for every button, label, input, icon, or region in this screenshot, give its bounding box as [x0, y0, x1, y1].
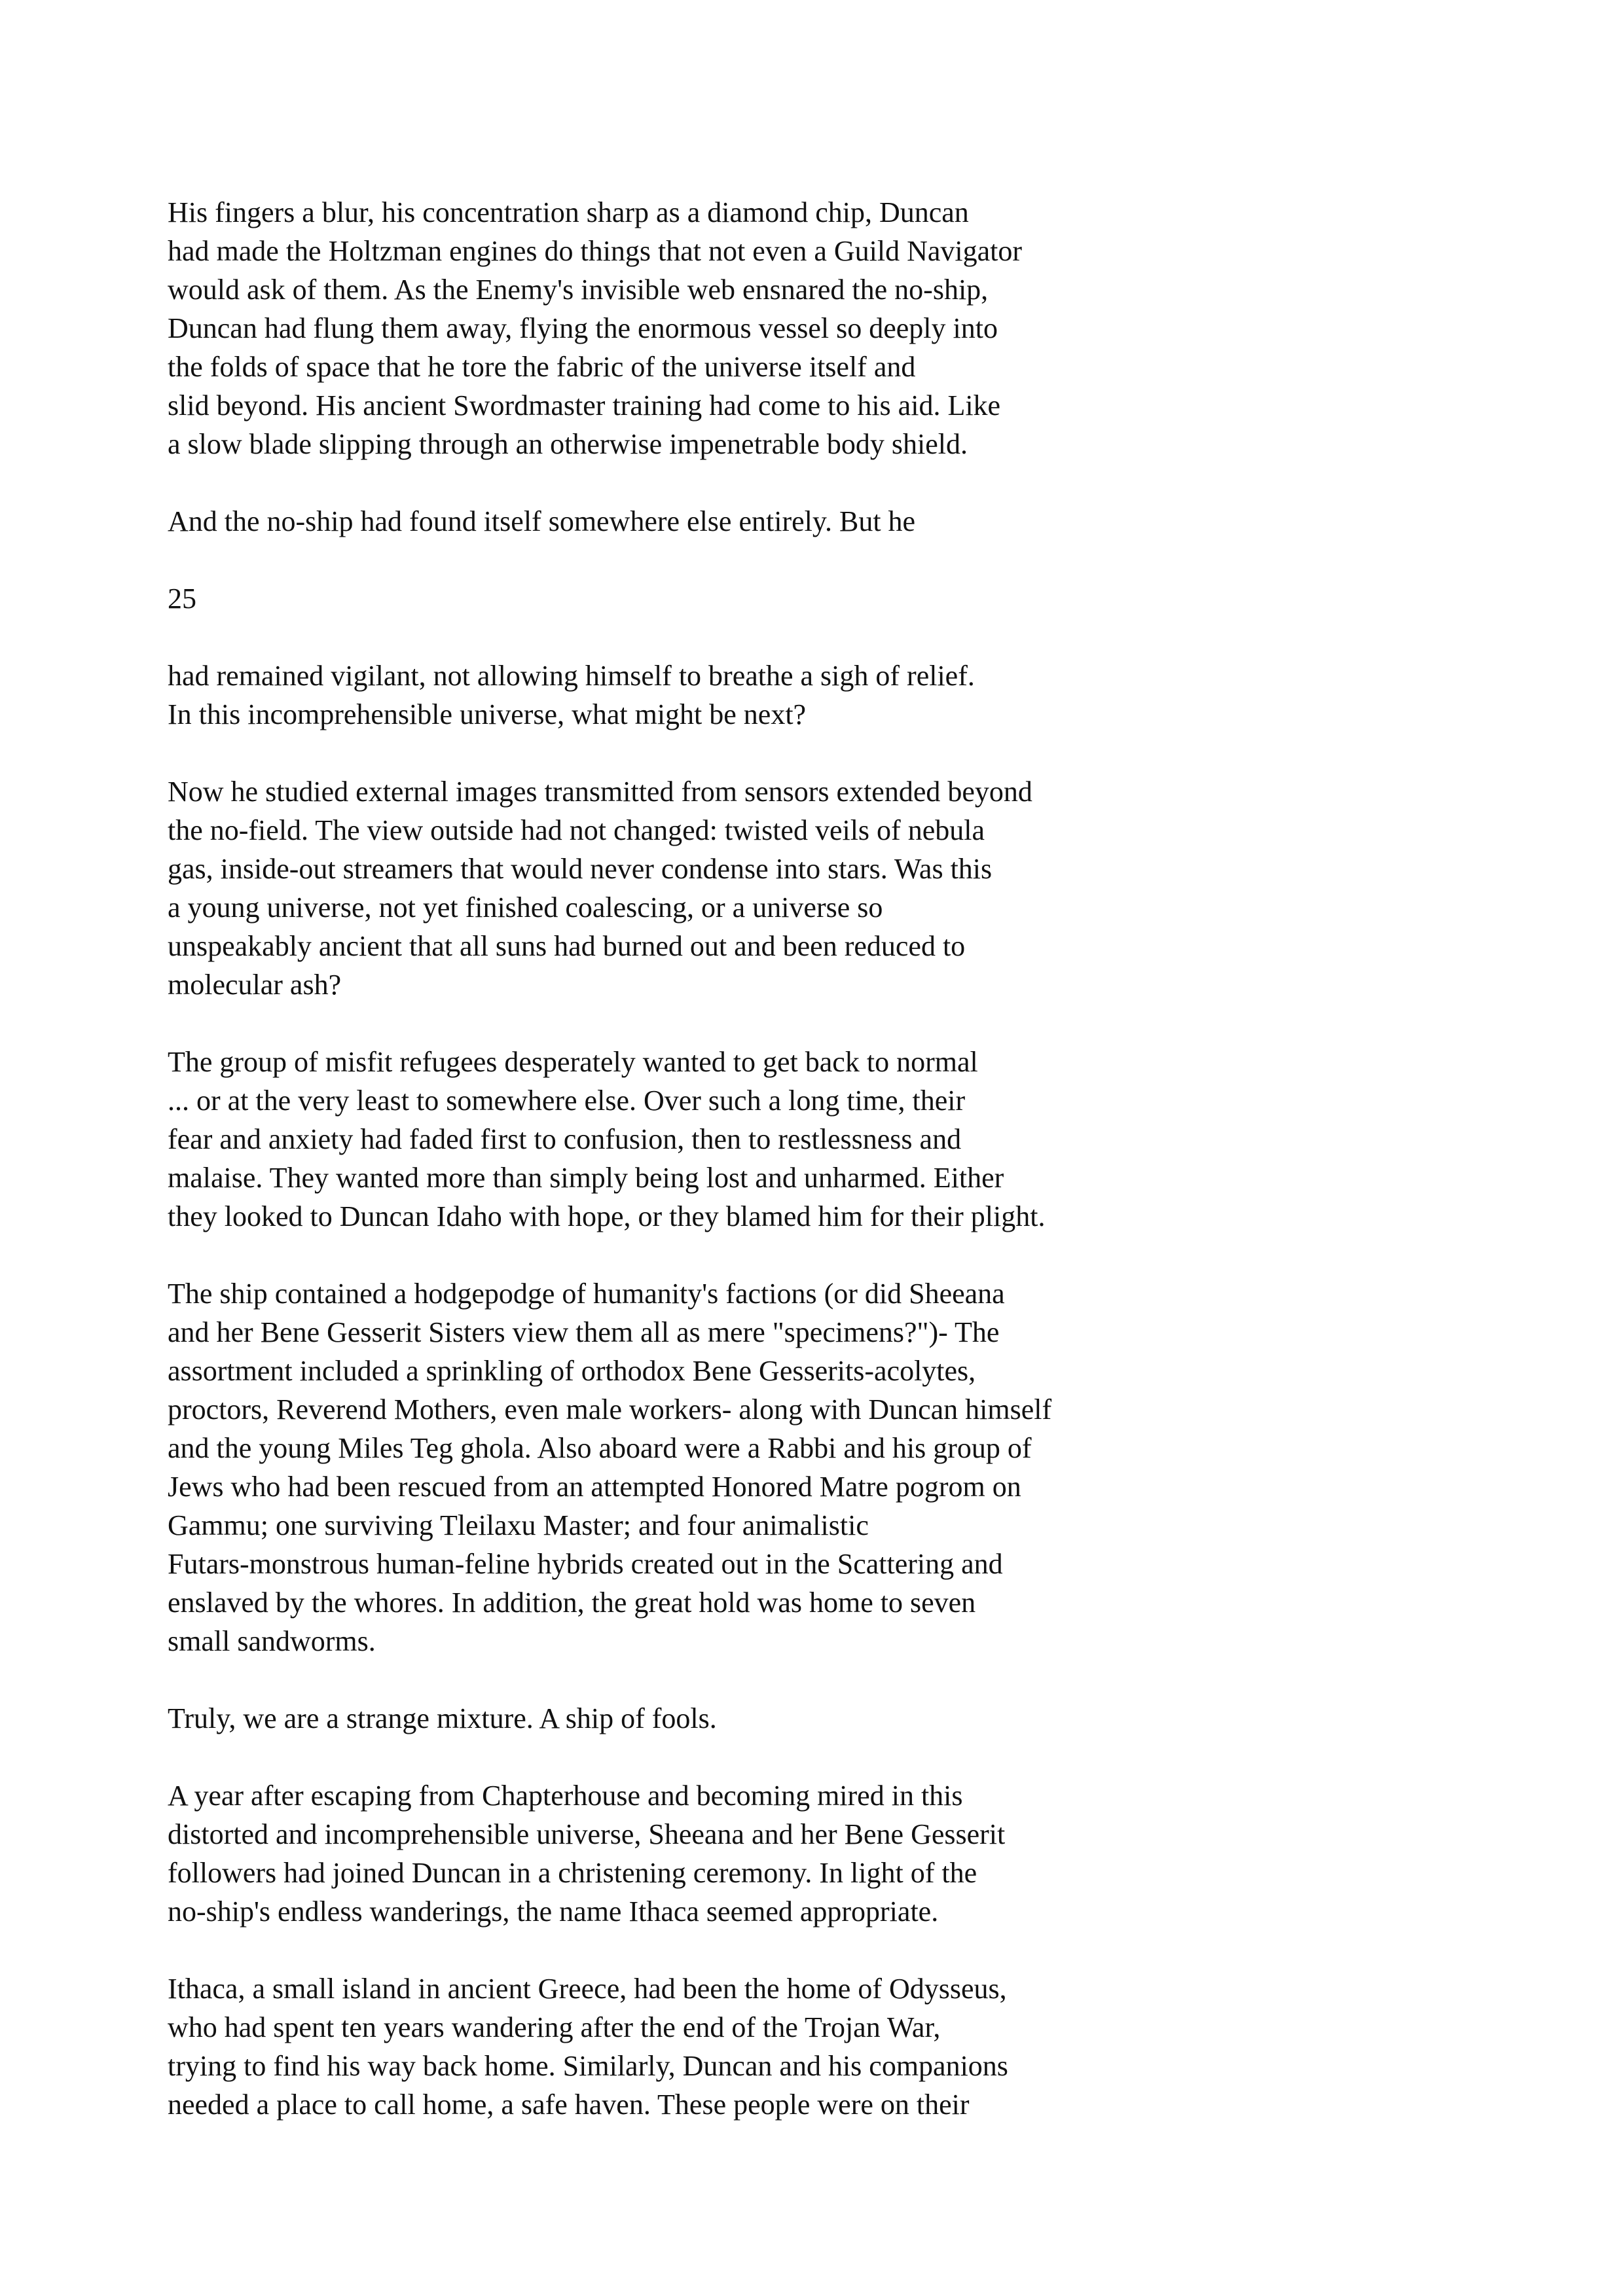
- text-line: they looked to Duncan Idaho with hope, or they blamed him for their plight.: [168, 1200, 1046, 1232]
- text-line: In this incomprehensible universe, what might be next?: [168, 698, 807, 730]
- text-line: Gammu; one surviving Tleilaxu Master; and four animalistic: [168, 1509, 869, 1541]
- text-line: malaise. They wanted more than simply being lost and unharmed. Either: [168, 1162, 1004, 1194]
- text-line: A year after escaping from Chapterhouse and becoming mired in this: [168, 1780, 963, 1812]
- text-line: unspeakably ancient that all suns had burned out and been reduced to: [168, 930, 966, 962]
- text-line: followers had joined Duncan in a christening ceremony. In light of the: [168, 1857, 977, 1889]
- text-line: molecular ash?: [168, 969, 342, 1001]
- paragraph: [168, 656, 1451, 734]
- page-number: 25: [168, 583, 196, 615]
- text-line: fear and anxiety had faded first to confusion, then to restlessness and: [168, 1123, 962, 1155]
- text-line: distorted and incomprehensible universe, Sheeana and her Bene Gesserit: [168, 1818, 1006, 1850]
- text-line: Truly, we are a strange mixture. A ship of fools.: [168, 1702, 717, 1734]
- paragraph: [168, 1776, 1451, 1931]
- text-line: And the no-ship had found itself somewhere else entirely. But he: [168, 505, 916, 537]
- text-line: would ask of them. As the Enemy's invisible web ensnared the no-ship,: [168, 274, 989, 306]
- text-line: The ship contained a hodgepodge of humanity's factions (or did Sheeana: [168, 1278, 1005, 1310]
- body-text: [168, 193, 1451, 2162]
- text-line: enslaved by the whores. In addition, the great hold was home to seven: [168, 1587, 976, 1619]
- text-line: slid beyond. His ancient Swordmaster training had come to his aid. Like: [168, 389, 1001, 422]
- text-line: ... or at the very least to somewhere else. Over such a long time, their: [168, 1085, 966, 1117]
- text-line: small sandworms.: [168, 1625, 376, 1657]
- text-line: The group of misfit refugees desperately wanted to get back to normal: [168, 1046, 978, 1078]
- text-line: needed a place to call home, a safe haven. These people were on their: [168, 2089, 970, 2121]
- text-line: a young universe, not yet finished coalescing, or a universe so: [168, 891, 883, 924]
- paragraph: [168, 772, 1451, 1004]
- text-line: no-ship's endless wanderings, the name Ithaca seemed appropriate.: [168, 1895, 939, 1928]
- paragraph: [168, 502, 1451, 541]
- text-line: assortment included a sprinkling of orthodox Bene Gesserits-acolytes,: [168, 1355, 976, 1387]
- paragraph: [168, 1274, 1451, 1660]
- text-line: Now he studied external images transmitted from sensors extended beyond: [168, 776, 1032, 808]
- text-line: trying to find his way back home. Similarly, Duncan and his companions: [168, 2050, 1008, 2082]
- paragraph: [168, 193, 1451, 463]
- text-line: the folds of space that he tore the fabric of the universe itself and: [168, 351, 916, 383]
- text-line: and the young Miles Teg ghola. Also aboard were a Rabbi and his group of: [168, 1432, 1032, 1464]
- text-line: had remained vigilant, not allowing himself to breathe a sigh of relief.: [168, 660, 975, 692]
- text-line: who had spent ten years wandering after the end of the Trojan War,: [168, 2011, 941, 2043]
- text-line: had made the Holtzman engines do things that not even a Guild Navigator: [168, 235, 1023, 267]
- text-line: the no-field. The view outside had not changed: twisted veils of nebula: [168, 814, 985, 846]
- text-line: and her Bene Gesserit Sisters view them all as mere "specimens?")- The: [168, 1316, 1000, 1348]
- text-line: Futars-monstrous human-feline hybrids created out in the Scattering and: [168, 1548, 1003, 1580]
- text-line: gas, inside-out streamers that would never condense into stars. Was this: [168, 853, 993, 885]
- text-line: proctors, Reverend Mothers, even male workers- along with Duncan himself: [168, 1393, 1052, 1426]
- paragraph: [168, 1969, 1451, 2124]
- text-before-page-number: [168, 193, 1451, 541]
- text-line: Jews who had been rescued from an attempted Honored Matre pogrom on: [168, 1471, 1021, 1503]
- text-line: His fingers a blur, his concentration sharp as a diamond chip, Duncan: [168, 196, 969, 228]
- text-line: Duncan had flung them away, flying the enormous vessel so deeply into: [168, 312, 998, 344]
- paragraph: [168, 1043, 1451, 1236]
- text-after-page-number: [168, 656, 1451, 2124]
- paragraph: [168, 1699, 1451, 1738]
- text-line: Ithaca, a small island in ancient Greece, had been the home of Odysseus,: [168, 1973, 1007, 2005]
- text-line: a slow blade slipping through an otherwise impenetrable body shield.: [168, 428, 968, 460]
